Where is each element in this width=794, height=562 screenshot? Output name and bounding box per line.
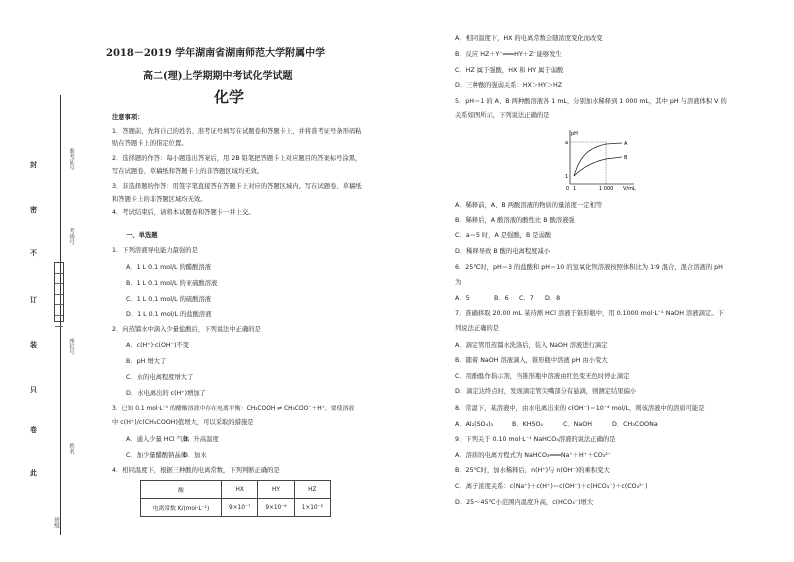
curve-label-b: B: [624, 155, 628, 161]
x-tick-1000: 1 000: [599, 186, 614, 192]
q4-option-a: A．相同温度下，HX 的电离常数会随浓度变化而改变: [455, 35, 603, 42]
q6-option-c: C．7: [519, 295, 534, 302]
curve-a: [574, 143, 622, 176]
field-label-room: 考场号: [68, 228, 74, 245]
curve-label-a: A: [624, 141, 628, 147]
question-8: 8．常温下，某溶液中，由水电离出来的 c(OH⁻)＝10⁻⁴ mol/L，则该溶液中的溶质可能是: [455, 405, 705, 412]
q6-option-b: B．6: [494, 295, 509, 302]
q9-option-d: D．25～45℃小范围内温度升高，c(HCO₃⁻)增大: [455, 499, 594, 506]
y-tick-1: 1: [565, 174, 569, 180]
q9-option-b: B．25℃时，加水稀释后，n(H⁺)与 n(OH⁻)的乘积变大: [455, 467, 610, 474]
q2-option-b: B．pH 增大了: [126, 358, 167, 365]
q1-option-b: B．1 L 0.1 mol/L 的亚硫酸溶液: [126, 280, 218, 287]
table-header: 酸: [141, 481, 222, 499]
q3-option-c: C．加少量醋酸钠晶体: [126, 452, 188, 459]
ph-volume-graph: [560, 126, 640, 194]
margin-char: 装: [30, 341, 37, 349]
question-6: 6．25℃时，pH＝3 的盐酸和 pH＝10 的氢氧化钡溶液按照体积比为 1∶9 混合，混合溶液的 pH: [455, 264, 723, 271]
margin-char: 订: [30, 296, 37, 304]
q3-option-a: A．通入少量 HCl 气体: [126, 436, 190, 443]
q8-option-c: C．NaOH: [563, 421, 592, 428]
x-tick-1: 1: [573, 186, 577, 192]
margin-char: 密: [30, 206, 37, 214]
q2-option-d: D．水电离出的 c(H⁺)增加了: [126, 390, 206, 397]
q4-option-d: D．三种酸的强弱关系：HX＞HY＞HZ: [455, 82, 563, 89]
table-header: HZ: [294, 481, 330, 499]
table-cell: 9×10⁻⁶: [258, 499, 294, 517]
q5-option-a: A．稀释前，A、B 两酸溶液的物质的量浓度一定相等: [455, 202, 603, 209]
binding-margin: [0, 0, 96, 562]
margin-char: 此: [30, 469, 37, 477]
note-line: 1．答题前，先将自己的姓名、准考证号填写在试题卷和答题卡上，并将准考证号条形码粘: [112, 128, 362, 135]
section-heading: 一、单选题: [126, 232, 158, 239]
question-5: 5．pH＝1 的 A、B 两种酸溶液各 1 mL，分别加水稀释到 1 000 mL，其中 pH 与溶液体积 V 的: [455, 98, 727, 105]
q8-option-a: A．Al₂(SO₄)₃: [455, 421, 494, 428]
margin-char: 封: [30, 161, 37, 169]
note-line: 2．选择题的作答：每小题选出答案后，用 2B 铅笔把答题卡上对应题目的答案标号涂黑，: [112, 155, 362, 162]
q7-option-c: C．用酚酞作指示剂，当锥形瓶中溶液由红色变无色时停止滴定: [455, 373, 630, 380]
question-7: 7．准确移取 20.00 mL 某待测 HCl 溶液于锥形瓶中，用 0.1000 mol·L⁻¹ NaOH 溶液滴定。下: [455, 310, 724, 317]
note-line: 贴在答题卡上的指定位置。: [112, 140, 188, 147]
q5-option-d: D．稀释导致 B 酸的电离程度减小: [455, 248, 551, 255]
q5-option-c: C．a＝5 时，A 是强酸，B 是弱酸: [455, 232, 552, 239]
question-2: 2．向蒸馏水中滴入少量盐酸后，下列说法中正确的是: [112, 326, 261, 333]
field-label-name: 姓名: [68, 443, 74, 454]
q4-option-b: B．反应 HZ＋Y⁻═══HY＋Z⁻能够发生: [455, 51, 562, 58]
question-9: 9．下列关于 0.10 mol·L⁻¹ NaHCO₃溶液的说法正确的是: [455, 436, 616, 443]
q9-option-a: A．溶质的电离方程式为 NaHCO₃═══Na⁺＋H⁺＋CO₃²⁻: [455, 452, 612, 459]
q1-option-c: C．1 L 0.1 mol/L 的硫酸溶液: [126, 296, 212, 303]
margin-char: 不: [30, 249, 37, 257]
table-cell: 9×10⁻⁷: [222, 499, 258, 517]
question-3: 3．已知 0.1 mol·L⁻¹ 的醋酸溶液中存在电离平衡：CH₃COOH ⇌ CH₃COO⁻＋H⁺，要使溶液: [112, 406, 355, 412]
q3-option-d: D．加水: [183, 452, 207, 459]
q6-option-a: A．5: [455, 295, 470, 302]
field-label-exam-id: 准考证号: [68, 148, 74, 170]
subject-title: 化学: [214, 88, 245, 106]
q1-option-d: D．1 L 0.1 mol/L 的盐酸溶液: [126, 311, 212, 318]
q3-option-b: B．升高温度: [183, 436, 219, 443]
note-line: 3．非选择题的作答：用签字笔直接答在答题卡上对应的答题区域内。写在试题卷、草稿纸: [112, 183, 362, 190]
note-line: 写在试题卷、草稿纸和答题卡上的非答题区域均无效。: [112, 168, 264, 175]
title-line-1: 2018－2019 学年湖南省湖南师范大学附属中学: [106, 48, 326, 59]
question-7-cont: 列说法正确的是: [455, 325, 500, 332]
title-line-2: 高二(理)上学期期中考试化学试题: [143, 71, 293, 82]
table-row-label: 电离常数 K/(mol·L⁻¹): [141, 499, 222, 517]
field-label-seat: 座位号: [68, 338, 74, 355]
notes-heading: 注意事项：: [112, 114, 144, 121]
table-header: HY: [258, 481, 294, 499]
field-label-class: 班级: [53, 517, 59, 528]
q8-option-d: D．CH₃COONa: [612, 421, 658, 428]
x-axis-label: V/mL: [623, 186, 636, 192]
note-line: 4．考试结束后，请将本试题卷和答题卡一并上交。: [112, 209, 255, 216]
note-line: 和答题卡上的非答题区域均无效。: [112, 196, 207, 203]
table-cell: 1×10⁻²: [294, 499, 330, 517]
question-6-cont: 为: [455, 279, 462, 286]
x-tick-0: 0: [566, 186, 570, 192]
y-axis-label: pH: [571, 131, 578, 137]
q2-option-c: C．水的电离程度增大了: [126, 374, 194, 381]
q8-option-b: B．KHSO₄: [512, 421, 543, 428]
q7-option-b: B．随着 NaOH 溶液滴入，锥形瓶中溶液 pH 由小变大: [455, 357, 608, 364]
margin-char: 只: [30, 386, 37, 394]
q7-option-d: D．滴定达终点时，发现滴定管尖嘴部分有悬滴，则测定结果偏小: [455, 388, 637, 395]
table-header: HX: [222, 481, 258, 499]
question-3-cont: 中 c(H⁺)/c(CH₃COOH)值增大，可以采取的措施是: [112, 419, 254, 426]
question-1: 1．下列溶液导电能力最强的是: [112, 247, 198, 254]
q5-option-b: B．稀释后，A 酸溶液的酸性比 B 酸溶液强: [455, 217, 575, 224]
q9-option-c: C．离子浓度关系：c(Na⁺)＋c(H⁺)＝c(OH⁻)＋c(HCO₃⁻)＋c(CO₃²⁻): [455, 483, 648, 490]
question-4: 4．相同温度下，根据三种酸的电离常数，下列判断正确的是: [112, 467, 280, 474]
q6-option-d: D．8: [545, 295, 561, 302]
y-tick-a: a: [565, 140, 569, 146]
q7-option-a: A．滴定管用蒸馏水洗涤后，装入 NaOH 溶液进行滴定: [455, 342, 608, 349]
margin-char: 卷: [30, 426, 37, 434]
acid-constant-table: [140, 480, 331, 517]
q4-option-c: C．HZ 属于强酸，HX 和 HY 属于弱酸: [455, 67, 564, 74]
q2-option-a: A．c(H⁺)·c(OH⁻)不变: [126, 342, 190, 349]
question-5-cont: 关系如图所示，下列说法正确的是: [455, 112, 550, 119]
q1-option-a: A．1 L 0.1 mol/L 的醋酸溶液: [126, 264, 211, 271]
exam-id-grid: [54, 262, 64, 322]
